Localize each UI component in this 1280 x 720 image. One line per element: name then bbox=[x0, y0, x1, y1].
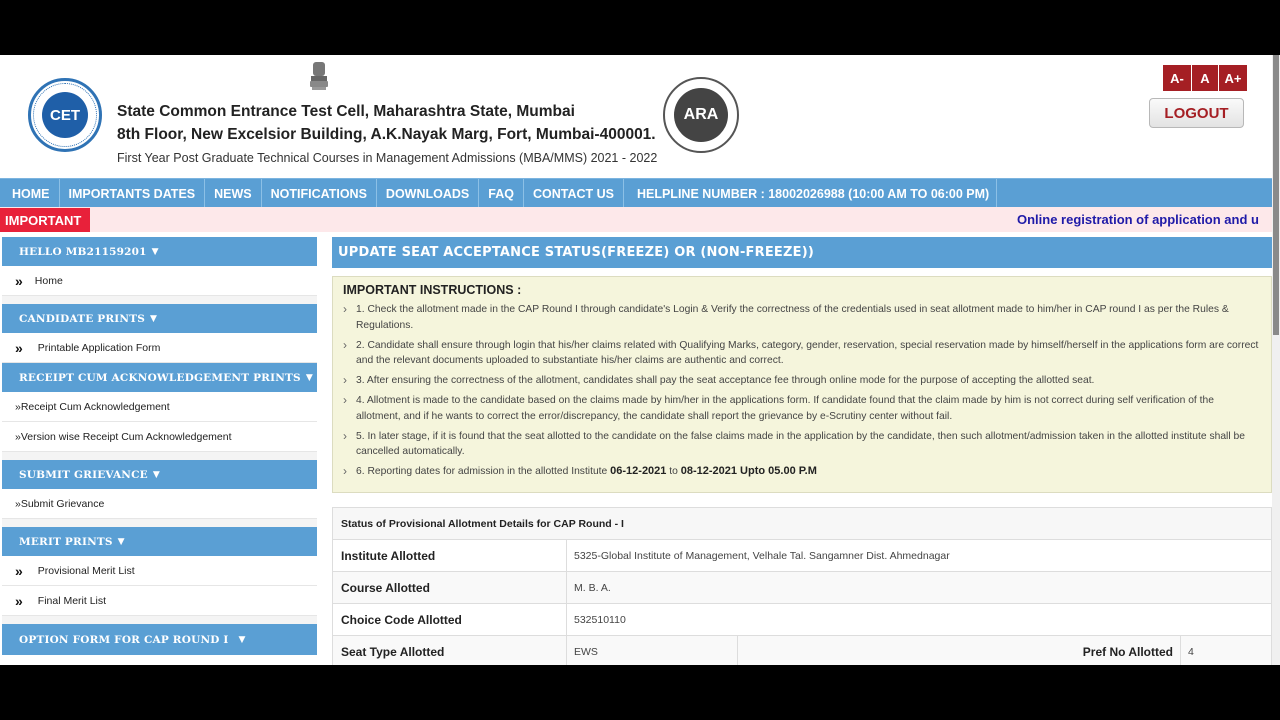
row-label: Seat Type Allotted bbox=[333, 636, 567, 665]
double-chevron-icon: » bbox=[15, 592, 23, 609]
sidebar-item-printable-application-form[interactable] bbox=[2, 333, 317, 363]
sidebar-item-label: Provisional Merit List bbox=[37, 564, 135, 577]
divider bbox=[2, 519, 317, 527]
ara-logo-text: ARA bbox=[674, 88, 728, 142]
instructions-list bbox=[343, 302, 1261, 480]
sidebar-section-receipt-prints[interactable] bbox=[2, 363, 317, 392]
instructions-heading: IMPORTANT INSTRUCTIONS : bbox=[343, 283, 522, 297]
sidebar-item-receipt-cum-acknowledgement[interactable]: »Receipt Cum Acknowledgement bbox=[2, 392, 317, 422]
row-label: Course Allotted bbox=[333, 572, 567, 603]
sidebar-section-title: SUBMIT GRIEVANCE bbox=[19, 468, 148, 481]
double-chevron-icon: » bbox=[15, 562, 23, 579]
sidebar-item-label: Home bbox=[34, 274, 63, 287]
sidebar-item-home[interactable] bbox=[2, 266, 317, 296]
browser-viewport bbox=[0, 55, 1280, 665]
org-address: 8th Floor, New Excelsior Building, A.K.Nayak Marg, Fort, Mumbai-400001. bbox=[117, 126, 656, 143]
seat-type-value: EWS bbox=[567, 636, 738, 665]
scrollbar-thumb[interactable] bbox=[1273, 55, 1279, 335]
ara-logo bbox=[663, 77, 739, 153]
font-reset-button[interactable]: A bbox=[1192, 65, 1218, 91]
font-increase-button[interactable]: A+ bbox=[1219, 65, 1247, 91]
pref-no-value: 4 bbox=[1188, 645, 1194, 658]
allotment-details-table bbox=[332, 507, 1272, 665]
table-row bbox=[333, 540, 1271, 572]
news-ticker bbox=[0, 207, 1272, 232]
nav-faq[interactable]: FAQ bbox=[479, 179, 524, 208]
nav-contact-us[interactable]: CONTACT US bbox=[524, 179, 624, 208]
reporting-date-from: 06-12-2021 bbox=[610, 465, 667, 477]
sidebar-section-option-form[interactable] bbox=[2, 624, 317, 655]
double-chevron-icon: » bbox=[15, 339, 23, 356]
caret-down-icon: ▼ bbox=[152, 469, 160, 480]
nav-downloads[interactable]: DOWNLOADS bbox=[377, 179, 479, 208]
logout-button[interactable]: LOGOUT bbox=[1149, 98, 1244, 128]
sidebar bbox=[2, 237, 317, 655]
page-scrollbar[interactable] bbox=[1272, 55, 1280, 665]
cet-logo bbox=[28, 78, 102, 152]
sidebar-section-title: OPTION FORM FOR CAP ROUND I bbox=[19, 633, 229, 646]
sidebar-section-title: CANDIDATE PRINTS bbox=[19, 312, 145, 325]
course-subtitle: First Year Post Graduate Technical Courses in Management Admissions (MBA/MMS) 2021 - 2022 bbox=[117, 151, 658, 165]
table-row bbox=[333, 604, 1271, 636]
nav-news[interactable]: NEWS bbox=[205, 179, 262, 208]
caret-down-icon: ▼ bbox=[117, 536, 125, 547]
table-row bbox=[333, 636, 1271, 665]
ticker-label: IMPORTANT bbox=[0, 208, 90, 232]
reporting-date-to: 08-12-2021 Upto 05.00 P.M bbox=[680, 465, 817, 477]
caret-down-icon: ▼ bbox=[150, 313, 158, 324]
main-content bbox=[332, 237, 1272, 665]
sidebar-section-candidate-prints[interactable] bbox=[2, 304, 317, 333]
page-title: UPDATE SEAT ACCEPTANCE STATUS(FREEZE) OR (NON-FREEZE)) bbox=[332, 237, 1272, 268]
instruction-item-reporting-dates bbox=[343, 464, 1261, 480]
org-title: State Common Entrance Test Cell, Maharashtra State, Mumbai bbox=[117, 103, 575, 120]
important-instructions bbox=[332, 276, 1272, 493]
instruction-item: › 5. In later stage, if it is found that the seat allotted to the candidate on the false claims made in the application by the candidate, then such allotment/admission taken in the allotted institute shall be cancelled automatically. bbox=[343, 429, 1261, 460]
instruction-item: › 1. Check the allotment made in the CAP Round I through candidate's Login & Verify the correctness of the credentials used in seat allotment made to him/her in CAP round I as per the Rules & Regulations. bbox=[343, 302, 1261, 333]
institute-allotted-value: 5325-Global Institute of Management, Velhale Tal. Sangamner Dist. Ahmednagar bbox=[574, 549, 950, 562]
sidebar-section-title: MERIT PRINTS bbox=[19, 535, 113, 548]
nav-helpline: HELPLINE NUMBER : 18002026988 (10:00 AM TO 06:00 PM) bbox=[624, 179, 997, 208]
allotment-table-caption: Status of Provisional Allotment Details for CAP Round - I bbox=[333, 508, 1271, 540]
reporting-dates-to: to bbox=[666, 466, 681, 477]
table-row bbox=[333, 572, 1271, 604]
divider bbox=[2, 296, 317, 304]
font-size-controls bbox=[1163, 65, 1247, 91]
sidebar-section-merit-prints[interactable] bbox=[2, 527, 317, 556]
sidebar-item-label: Printable Application Form bbox=[37, 341, 161, 354]
font-decrease-button[interactable]: A- bbox=[1163, 65, 1191, 91]
instruction-item: › 4. Allotment is made to the candidate based on the claims made by him/her in the applications form. If candidate found that the claim made by him is not correct during self verification of the allotment, and if he wants to correct the error/discrepancy, the candidate shall report the grievance by e-Scrutiny center without fail. bbox=[343, 393, 1261, 424]
divider bbox=[2, 616, 317, 624]
sidebar-item-submit-grievance[interactable]: »Submit Grievance bbox=[2, 489, 317, 519]
sidebar-item-final-merit-list[interactable] bbox=[2, 586, 317, 616]
pref-no-label: Pref No Allotted bbox=[738, 636, 1181, 665]
instruction-item: › 3. After ensuring the correctness of the allotment, candidates shall pay the seat acceptance fee through online mode for the purpose of accepting the allotted seat. bbox=[343, 373, 1261, 389]
sidebar-section-hello[interactable] bbox=[2, 237, 317, 266]
nav-home[interactable]: HOME bbox=[0, 179, 60, 208]
caret-down-icon: ▼ bbox=[151, 246, 159, 257]
sidebar-section-title: HELLO MB21159201 bbox=[19, 245, 147, 258]
divider bbox=[2, 452, 317, 460]
double-chevron-icon: » bbox=[15, 272, 23, 289]
site-header bbox=[0, 55, 1272, 178]
main-nav bbox=[0, 178, 1272, 208]
sidebar-item-label: Final Merit List bbox=[37, 594, 107, 607]
instruction-item: › 2. Candidate shall ensure through login that his/her claims related with Qualifying Marks, category, gender, reservation, special reservation made by himself/herself in the applications form are correct and the relevant documents uploaded to substantiate his/her claims are authentic and correct. bbox=[343, 338, 1261, 369]
nav-important-dates[interactable]: IMPORTANTS DATES bbox=[60, 179, 206, 208]
row-label: Choice Code Allotted bbox=[333, 604, 567, 635]
national-emblem-icon bbox=[307, 60, 331, 92]
choice-code-value: 532510110 bbox=[574, 613, 626, 626]
caret-down-icon: ▼ bbox=[305, 372, 313, 383]
sidebar-item-version-wise-receipt[interactable]: »Version wise Receipt Cum Acknowledgement bbox=[2, 422, 317, 452]
nav-notifications[interactable]: NOTIFICATIONS bbox=[262, 179, 377, 208]
sidebar-item-provisional-merit-list[interactable] bbox=[2, 556, 317, 586]
caret-down-icon: ▼ bbox=[238, 634, 246, 645]
ticker-message[interactable]: Online registration of application and u bbox=[1017, 212, 1259, 227]
row-label: Institute Allotted bbox=[333, 540, 567, 571]
sidebar-section-submit-grievance[interactable] bbox=[2, 460, 317, 489]
sidebar-section-title: RECEIPT CUM ACKNOWLEDGEMENT PRINTS bbox=[19, 371, 301, 384]
cet-logo-text: CET bbox=[42, 92, 88, 138]
reporting-dates-prefix: 6. Reporting dates for admission in the allotted Institute bbox=[356, 466, 611, 477]
course-allotted-value: M. B. A. bbox=[574, 581, 611, 594]
